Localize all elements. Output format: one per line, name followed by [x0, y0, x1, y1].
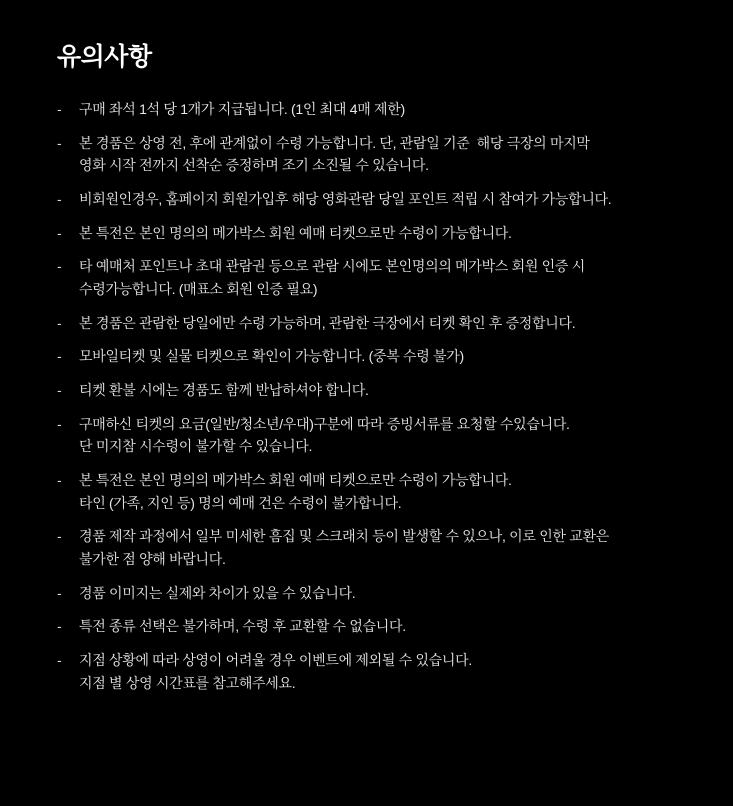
list-item-line: 영화 시작 전까지 선착순 증정하며 조기 소진될 수 있습니다. [79, 157, 429, 174]
list-item [57, 312, 687, 335]
dash-bullet-icon: - [57, 134, 62, 151]
list-item-line: 경품 이미지는 실제와 차이가 있을 수 있습니다. [79, 584, 356, 601]
list-item-text [79, 615, 687, 638]
list-item [57, 345, 687, 368]
list-item-line: 본 특전은 본인 명의의 메가박스 회원 예매 티켓으로만 수령이 가능합니다. [79, 224, 512, 241]
list-item-text [79, 98, 687, 121]
list-item-text [79, 379, 687, 402]
list-item-line: 모바일티켓 및 실물 티켓으로 확인이 가능합니다. (중복 수령 불가) [79, 348, 464, 365]
dash-bullet-icon: - [57, 382, 62, 399]
dash-bullet-icon: - [57, 528, 62, 545]
list-item-line: 지점 상황에 따라 상영이 어려울 경우 이벤트에 제외될 수 있습니다. [79, 652, 472, 669]
list-item [57, 615, 687, 638]
list-item-text [79, 649, 687, 694]
list-item [57, 379, 687, 402]
notice-list [57, 98, 687, 694]
list-item [57, 469, 687, 514]
list-item [57, 98, 687, 121]
list-item-text [79, 345, 687, 368]
list-item-line: 경품 제작 과정에서 일부 미세한 흠집 및 스크래치 등이 발생할 수 있으나, 이로 인한 교환은 [79, 528, 609, 545]
list-item-text [79, 222, 687, 245]
page-title: 유의사항 [57, 43, 152, 71]
dash-bullet-icon: - [57, 652, 62, 669]
list-item-line: 본 특전은 본인 명의의 메가박스 회원 예매 티켓으로만 수령이 가능합니다. [79, 472, 512, 489]
list-item-text [79, 525, 687, 570]
dash-bullet-icon: - [57, 584, 62, 601]
list-item-line: 타인 (가족, 지인 등) 명의 예매 건은 수령이 불가합니다. [79, 494, 402, 511]
list-item-line: 구매하신 티켓의 요금(일반/청소년/우대)구분에 따라 증빙서류를 요청할 수있습니다. [79, 415, 570, 432]
dash-bullet-icon: - [57, 224, 62, 241]
dash-bullet-icon: - [57, 618, 62, 635]
list-item-line: 비회원인경우, 홈페이지 회원가입후 해당 영화관람 당일 포인트 적립 시 참여가 가능합니다. [79, 191, 612, 208]
list-item [57, 255, 687, 300]
list-item [57, 222, 687, 245]
list-item [57, 525, 687, 570]
list-item [57, 582, 687, 605]
list-item-line: 단 미지참 시수령이 불가할 수 있습니다. [79, 438, 313, 455]
list-item-line: 지점 별 상영 시간표를 참고해주세요. [79, 674, 296, 691]
list-item [57, 413, 687, 458]
list-item-line: 구매 좌석 1석 당 1개가 지급됩니다. (1인 최대 4매 제한) [79, 101, 405, 117]
dash-bullet-icon: - [57, 415, 62, 432]
list-item-line: 특전 종류 선택은 불가하며, 수령 후 교환할 수 없습니다. [79, 618, 406, 635]
list-item-line: 불가한 점 양해 바랍니다. [79, 551, 226, 568]
dash-bullet-icon: - [57, 314, 62, 331]
dash-bullet-icon: - [57, 191, 62, 208]
list-item-line: 타 예매처 포인트나 초대 관람권 등으로 관람 시에도 본인명의의 메가박스 회원 인증 시 [79, 258, 585, 275]
list-item-line: 수령가능합니다. (매표소 회원 인증 필요) [79, 281, 318, 298]
list-item-text [79, 469, 687, 514]
list-item [57, 188, 687, 211]
list-item-text [79, 255, 687, 300]
dash-bullet-icon: - [57, 472, 62, 489]
list-item-text [79, 188, 687, 211]
list-item-line: 본 경품은 상영 전, 후에 관계없이 수령 가능합니다. 단, 관람일 기준 해당 극장의 마지막 [79, 134, 590, 151]
list-item-text [79, 132, 687, 177]
dash-bullet-icon: - [57, 348, 62, 365]
dash-bullet-icon: - [57, 258, 62, 275]
list-item-line: 티켓 환불 시에는 경품도 함께 반납하셔야 합니다. [79, 382, 369, 399]
list-item [57, 649, 687, 694]
dash-bullet-icon: - [57, 101, 62, 117]
list-item-text [79, 312, 687, 335]
list-item [57, 132, 687, 177]
list-item-text [79, 582, 687, 605]
list-item-text [79, 413, 687, 458]
list-item-line: 본 경품은 관람한 당일에만 수령 가능하며, 관람한 극장에서 티켓 확인 후 증정합니다. [79, 314, 576, 331]
